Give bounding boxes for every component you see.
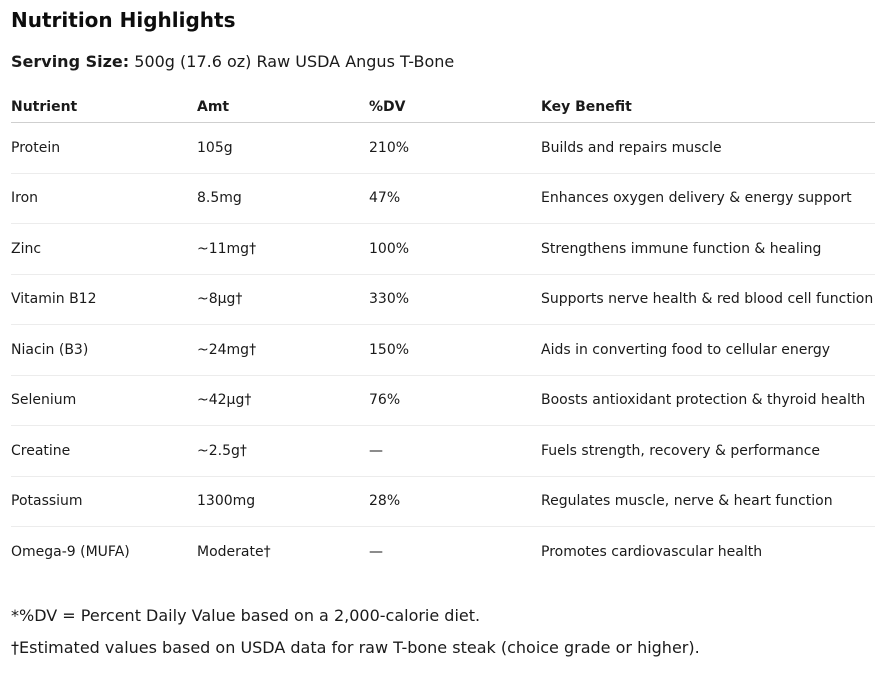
cell-nutrient: Selenium: [11, 375, 197, 426]
header-key-benefit: Key Benefit: [541, 92, 875, 123]
cell-key-benefit: Fuels strength, recovery & performance: [541, 426, 875, 477]
cell-amount: 105g: [197, 123, 369, 174]
header-nutrient: Nutrient: [11, 92, 197, 123]
cell-daily-value: 76%: [369, 375, 541, 426]
cell-amount: ~11mg†: [197, 224, 369, 275]
table-row: [11, 375, 875, 426]
cell-nutrient: Vitamin B12: [11, 274, 197, 325]
serving-size: [11, 50, 454, 74]
cell-amount: 1300mg: [197, 476, 369, 527]
cell-daily-value: —: [369, 543, 383, 560]
cell-amount: Moderate†: [197, 543, 271, 560]
cell-daily-value: 150%: [369, 325, 541, 376]
cell-key-benefit: Builds and repairs muscle: [541, 123, 875, 174]
header-amount: Amt: [197, 92, 369, 123]
cell-daily-value: 28%: [369, 476, 541, 527]
cell-key-benefit: Strengthens immune function & healing: [541, 224, 875, 275]
cell-amount: ~24mg†: [197, 325, 369, 376]
table-row: [11, 173, 875, 224]
cell-key-benefit: Enhances oxygen delivery & energy support: [541, 173, 875, 224]
footnote-daily-value: *%DV = Percent Daily Value based on a 2,000-calorie diet.: [11, 606, 481, 625]
cell-nutrient: Iron: [11, 173, 197, 224]
table-row: [11, 527, 875, 577]
cell-nutrient: Protein: [11, 123, 197, 174]
serving-size-value: 500g (17.6 oz) Raw USDA Angus T-Bone: [129, 52, 455, 71]
footnote-estimated-values: †Estimated values based on USDA data for raw T-bone steak (choice grade or higher).: [11, 638, 700, 657]
cell-key-benefit: Aids in converting food to cellular energy: [541, 325, 875, 376]
cell-key-benefit: Regulates muscle, nerve & heart function: [541, 476, 875, 527]
cell-daily-value: 100%: [369, 224, 541, 275]
cell-key-benefit: Boosts antioxidant protection & thyroid health: [541, 375, 875, 426]
section-title: Nutrition Highlights: [11, 8, 236, 32]
table-header-row: [11, 92, 875, 123]
cell-key-benefit: Promotes cardiovascular health: [541, 543, 763, 560]
cell-daily-value: 210%: [369, 123, 541, 174]
cell-nutrient: Potassium: [11, 476, 197, 527]
cell-amount: ~2.5g†: [197, 426, 369, 477]
cell-key-benefit: Supports nerve health & red blood cell function: [541, 274, 875, 325]
table-row: [11, 224, 875, 275]
table-row: [11, 325, 875, 376]
cell-amount: 8.5mg: [197, 173, 369, 224]
cell-nutrient: Zinc: [11, 224, 197, 275]
serving-size-label: Serving Size:: [11, 52, 130, 71]
cell-nutrient: Omega-9 (MUFA): [11, 543, 130, 560]
cell-daily-value: 330%: [369, 274, 541, 325]
nutrition-table: [11, 92, 875, 577]
table-row: [11, 426, 875, 477]
table-row: [11, 476, 875, 527]
cell-nutrient: Creatine: [11, 426, 197, 477]
cell-daily-value: 47%: [369, 173, 541, 224]
cell-daily-value: —: [369, 426, 541, 477]
header-daily-value: %DV: [369, 92, 541, 123]
table-row: [11, 123, 875, 174]
cell-nutrient: Niacin (B3): [11, 325, 197, 376]
cell-amount: ~42µg†: [197, 375, 369, 426]
table-row: [11, 274, 875, 325]
cell-amount: ~8µg†: [197, 274, 369, 325]
